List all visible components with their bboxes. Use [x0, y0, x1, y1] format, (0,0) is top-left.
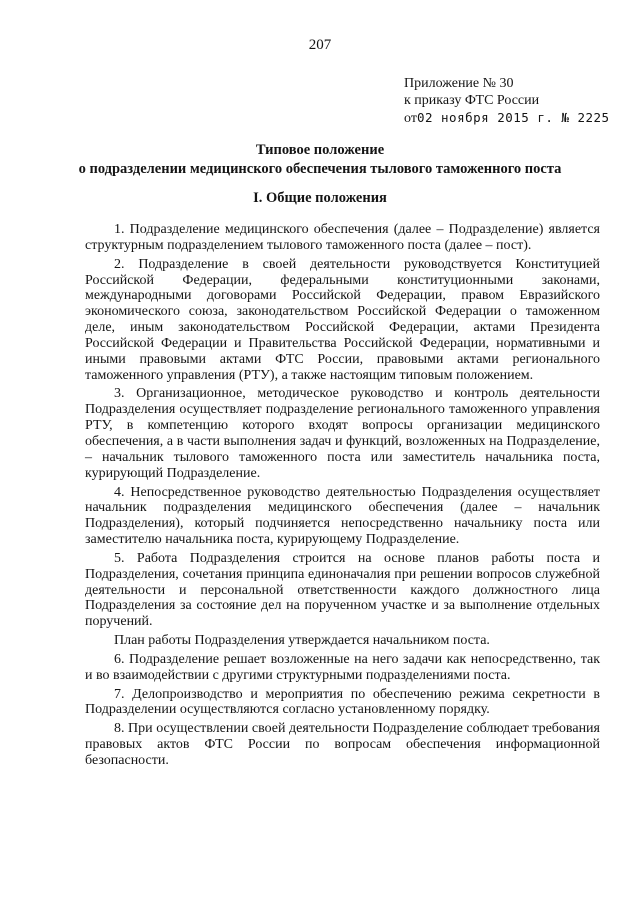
document-title-line-1: Типовое положение — [255, 142, 385, 158]
paragraph-5: 5. Работа Подразделения строится на основе планов работы поста и Подразделения, сочетания принципа единоначалия при решении вопросов служебной деятельности и персональной ответственности каждого должностного лица Подразделения за состояние дел на порученном участке и за выполнение отдельных поручений. — [85, 550, 600, 630]
paragraph-1: 1. Подразделение медицинского обеспечения (далее – Подразделение) является структурным подразделением тылового таможенного поста (далее – пост). — [85, 222, 600, 253]
paragraph-5-plan: План работы Подразделения утверждается начальником поста. — [114, 633, 490, 649]
document-body — [85, 222, 600, 772]
appendix-line-3 — [404, 109, 638, 127]
paragraph-4: 4. Непосредственное руководство деятельностью Подразделения осуществляет начальник подразделения медицинского обеспечения (далее – начальник Подразделения), который подчиняется непосредственно начальнику поста или заместителю начальника поста, курирующему Подразделение. — [85, 484, 600, 548]
appendix-line-2: к приказу ФТС России — [404, 93, 540, 108]
document-title — [40, 141, 600, 179]
paragraph-8: 8. При осуществлении своей деятельности Подразделение соблюдает требования правовых актов ФТС России по вопросам обеспечения информационной безопасности. — [85, 721, 600, 768]
appendix-line-1: Приложение № 30 — [404, 76, 514, 91]
appendix-date-prefix: от — [404, 111, 417, 126]
paragraph-3: 3. Организационное, методическое руководство и контроль деятельности Подразделения осуществляет подразделение регионального таможенного управления РТУ, в компетенцию которого входят вопросы организации медицинского обеспечения, а в части выполнения задач и функций, возложенных на Подразделение, – начальник тылового таможенного поста или заместитель начальника поста, курирующий Подразделение. — [85, 386, 600, 481]
paragraph-6: 6. Подразделение решает возложенные на него задачи как непосредственно, так и во взаимодействии с другими структурными подразделениями поста. — [85, 651, 600, 683]
appendix-block — [404, 75, 638, 127]
section-heading: I. Общие положения — [253, 190, 387, 206]
appendix-date: 02 ноября 2015 г. — [416, 110, 554, 125]
page-number: 207 — [308, 37, 332, 53]
document-title-line-2: о подразделении медицинского обеспечения тылового таможенного поста — [78, 161, 562, 177]
appendix-order-number: № 2225 — [553, 110, 610, 125]
paragraph-7: 7. Делопроизводство и мероприятия по обеспечению режима секретности в Подразделении осуществляются согласно установленному порядку. — [85, 686, 600, 718]
paragraph-2: 2. Подразделение в своей деятельности руководствуется Конституцией Российской Федерации, федеральными конституционными законами, международными договорами Российской Федерации, правом Евразийского экономического союза, законодательством Российской Федерации о таможенном деле, иным законодательством Российской Федерации, актами Президента Российской Федерации и Правительства Российской Федерации, нормативными и иными правовыми актами ФТС России, правовыми актами регионального таможенного управления (РТУ), а также настоящим типовым положением. — [85, 256, 600, 383]
